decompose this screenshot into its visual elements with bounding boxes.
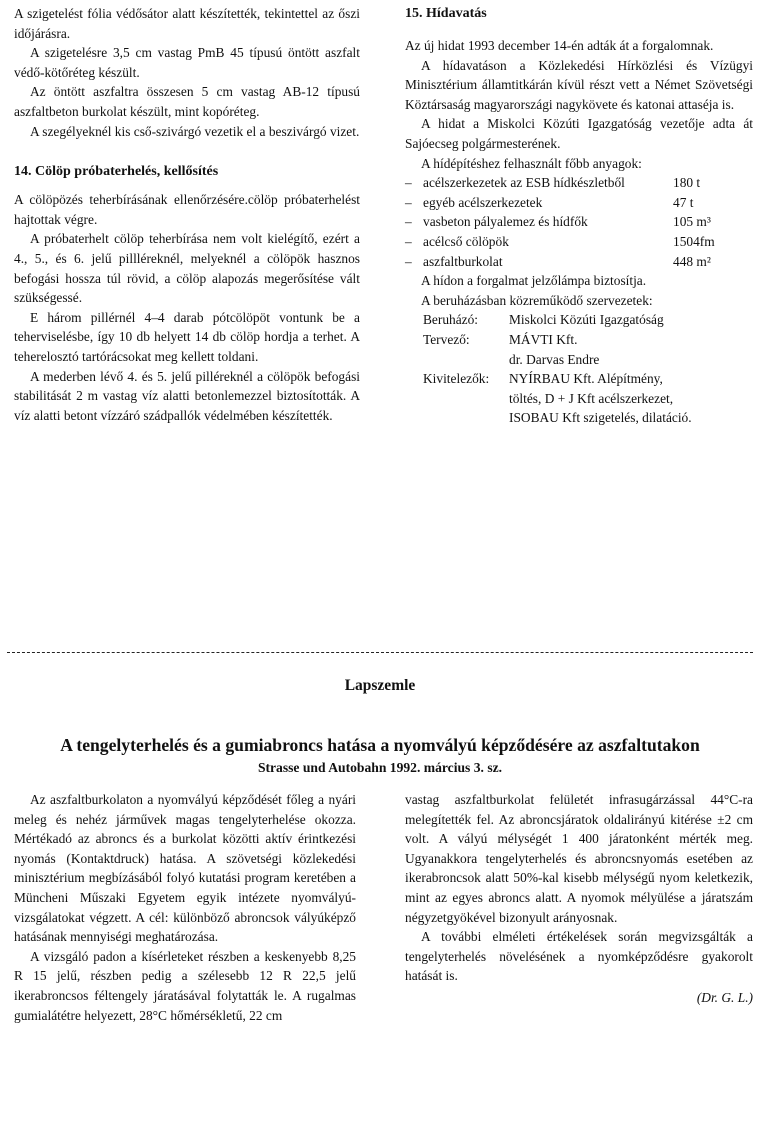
spacer	[14, 182, 360, 190]
paragraph: vastag aszfaltburkolat felületét infrasugárzással 44°C-ra melegítették fel. Az abroncsjáratok oldalirányú kitérése ±2 cm volt. A vályú mélységét 1 400 járatonként mérték meg. Ugyanakkora tengelyterhelés és abroncsnyomás esetében az ikerabroncsok alatt 50%-kal kisebb mélységű nyom keletkezik, mint az egyes abroncs alatt. A nyomok mélyülése a járatszám négyzetgyökével bizonyult arányosnak.	[405, 792, 753, 925]
materials-list	[405, 173, 753, 271]
top-right-column	[405, 4, 753, 428]
paragraph: Az új hidat 1993 december 14-én adták át a forgalomnak.	[405, 38, 714, 53]
materials-intro: A hídépítéshez felhasznált főbb anyagok:	[421, 155, 642, 171]
paragraph: A hídavatáson a Közlekedési Hírközlési és Vízügyi Minisztérium államtitkárán kívül részt vett a Német Szövetségi Köztársaság magyarországi nagykövete és katonai attaséja is.	[405, 57, 753, 112]
paragraph: A vizsgáló padon a kísérleteket részben a keskenyebb 8,25 R 15 jelű, részben pedig a szélesebb 12 R 22,5 jelű ikerabroncsos féltengely járatásával folytatták le. A rugalmas gumialátétre helyezett, 28°C hőmérsékletű, 22 cm	[14, 948, 356, 1023]
bottom-right-column	[405, 790, 753, 1008]
material-name: vasbeton pályalemez és hídfők	[423, 214, 588, 230]
org-name: ISOBAU Kft szigetelés, dilatáció.	[509, 410, 692, 426]
list-dash: –	[405, 175, 412, 191]
list-item	[405, 193, 753, 213]
paragraph: E három pillérnél 4–4 darab pótcölöpöt vontunk be a teherviselésbe, így 10 db helyett 14 db cölöp hordja a terhet. A teherelosztó tartórácsokat meg kellett toldani.	[14, 309, 360, 364]
paragraph: Az aszfaltburkolaton a nyomvályú képződését főleg a nyári meleg és nehéz járművek magas tengelyterhelése okozza. Mértékadó az abroncs és a burkolat közötti aktív érintkezési nyomás (Kontaktdruck) hatása. A szövetségi közlekedési minisztérium megbízásából folyó kutatási program keretében a Müncheni Műszaki Egyetem egyik intézete nyomvályú-vizsgálatokat végzett. A cél: különböző abroncsok vályúképző hatásának mennyiségi meghatározása.	[14, 792, 356, 945]
section-divider	[7, 652, 753, 653]
list-item	[405, 232, 753, 252]
section-heading-15: 15. Hídavatás	[405, 6, 487, 21]
list-dash: –	[405, 214, 412, 230]
material-quantity: 47 t	[673, 194, 694, 210]
org-name: dr. Darvas Endre	[509, 351, 600, 367]
author-signature: (Dr. G. L.)	[696, 989, 753, 1005]
paragraph: Az öntött aszfaltra összesen 5 cm vastag AB-12 típusú aszfaltbeton burkolat készült, mint kopóréteg.	[14, 84, 360, 119]
paragraph: A próbaterhelt cölöp teherbírása nem volt kielégítő, ezért a 4., 5., és 6. jelű pillléreknél, melyeknél a cölöpök hasznos befogási hossza túl rövid, a cölöp alapozás megerősítése vált szükségessé.	[14, 231, 360, 306]
material-quantity: 1504fm	[673, 233, 715, 249]
list-item	[405, 252, 753, 272]
material-name: egyéb acélszerkezetek	[423, 194, 543, 210]
organizations-table	[423, 310, 753, 428]
list-dash: –	[405, 253, 412, 269]
material-name: acélcső cölöpök	[423, 233, 509, 249]
paragraph: A szegélyeknél kis cső-szivárgó vezetik el a beszivárgó vizet.	[30, 123, 360, 139]
org-names	[509, 330, 753, 369]
paragraph: A hidat a Miskolci Közúti Igazgatóság vezetője adta át Sajóecseg polgármesterének.	[405, 116, 753, 151]
list-item	[405, 212, 753, 232]
review-source: Strasse und Autobahn 1992. március 3. sz.	[257, 760, 503, 775]
orgs-intro: A beruházásban közreműködő szervezetek:	[421, 292, 653, 308]
review-title: A tengelyterhelés és a gumiabroncs hatása a nyomvályú képződésére az aszfaltutakon	[60, 735, 700, 755]
org-role: Kivitelezők:	[423, 371, 490, 387]
list-dash: –	[405, 233, 412, 249]
org-name: NYÍRBAU Kft. Alépítmény,	[509, 371, 663, 387]
org-name: Miskolci Közúti Igazgatóság	[509, 312, 664, 328]
org-names	[509, 310, 753, 330]
material-quantity: 180 t	[673, 175, 701, 191]
paragraph: A hídon a forgalmat jelzőlámpa biztosítja.	[421, 273, 647, 289]
org-name: MÁVTI Kft.	[509, 331, 578, 347]
paragraph: A cölöpözés teherbírásának ellenőrzésére.cölöp próbaterhelést hajtottak végre.	[14, 192, 360, 227]
list-dash: –	[405, 194, 412, 210]
paragraph: A szigetelést fólia védősátor alatt készítették, tekintettel az őszi időjárásra.	[14, 6, 360, 41]
org-role: Tervező:	[423, 331, 470, 347]
org-row	[423, 310, 753, 330]
list-item	[405, 173, 753, 193]
org-names	[509, 369, 753, 428]
material-name: aszfaltburkolat	[423, 253, 503, 269]
org-row	[423, 369, 753, 428]
org-role: Beruházó:	[423, 312, 479, 328]
spacer	[405, 24, 753, 36]
paragraph: A szigetelésre 3,5 cm vastag PmB 45 típusú öntött aszfalt védő-kötőréteg készült.	[14, 45, 360, 80]
section-heading-14: 14. Cölöp próbaterhelés, kellősítés	[14, 164, 219, 180]
top-left-column	[14, 4, 360, 425]
material-name: acélszerkezetek az ESB hídkészletből	[423, 175, 625, 191]
paragraph: A további elméleti értékelések során megvizsgálták a tengelyterhelés növelésének a nyomképződésre gyakorolt hatását is.	[405, 929, 753, 984]
org-row	[423, 330, 753, 369]
material-quantity: 105 m³	[673, 214, 711, 230]
material-quantity: 448 m²	[673, 253, 711, 269]
bottom-left-column	[14, 790, 356, 1025]
paragraph: A mederben lévő 4. és 5. jelű pilléreknél a cölöpök befogási stabilitását 2 m vastag víz alatti betonlemezzel biztosították. A víz alatti betont vízzáró szádpallók védelmében készítették.	[14, 368, 360, 423]
section-label: Lapszemle	[344, 677, 416, 694]
org-name: töltés, D + J Kft acélszerkezet,	[509, 390, 674, 406]
spacer	[14, 141, 360, 162]
